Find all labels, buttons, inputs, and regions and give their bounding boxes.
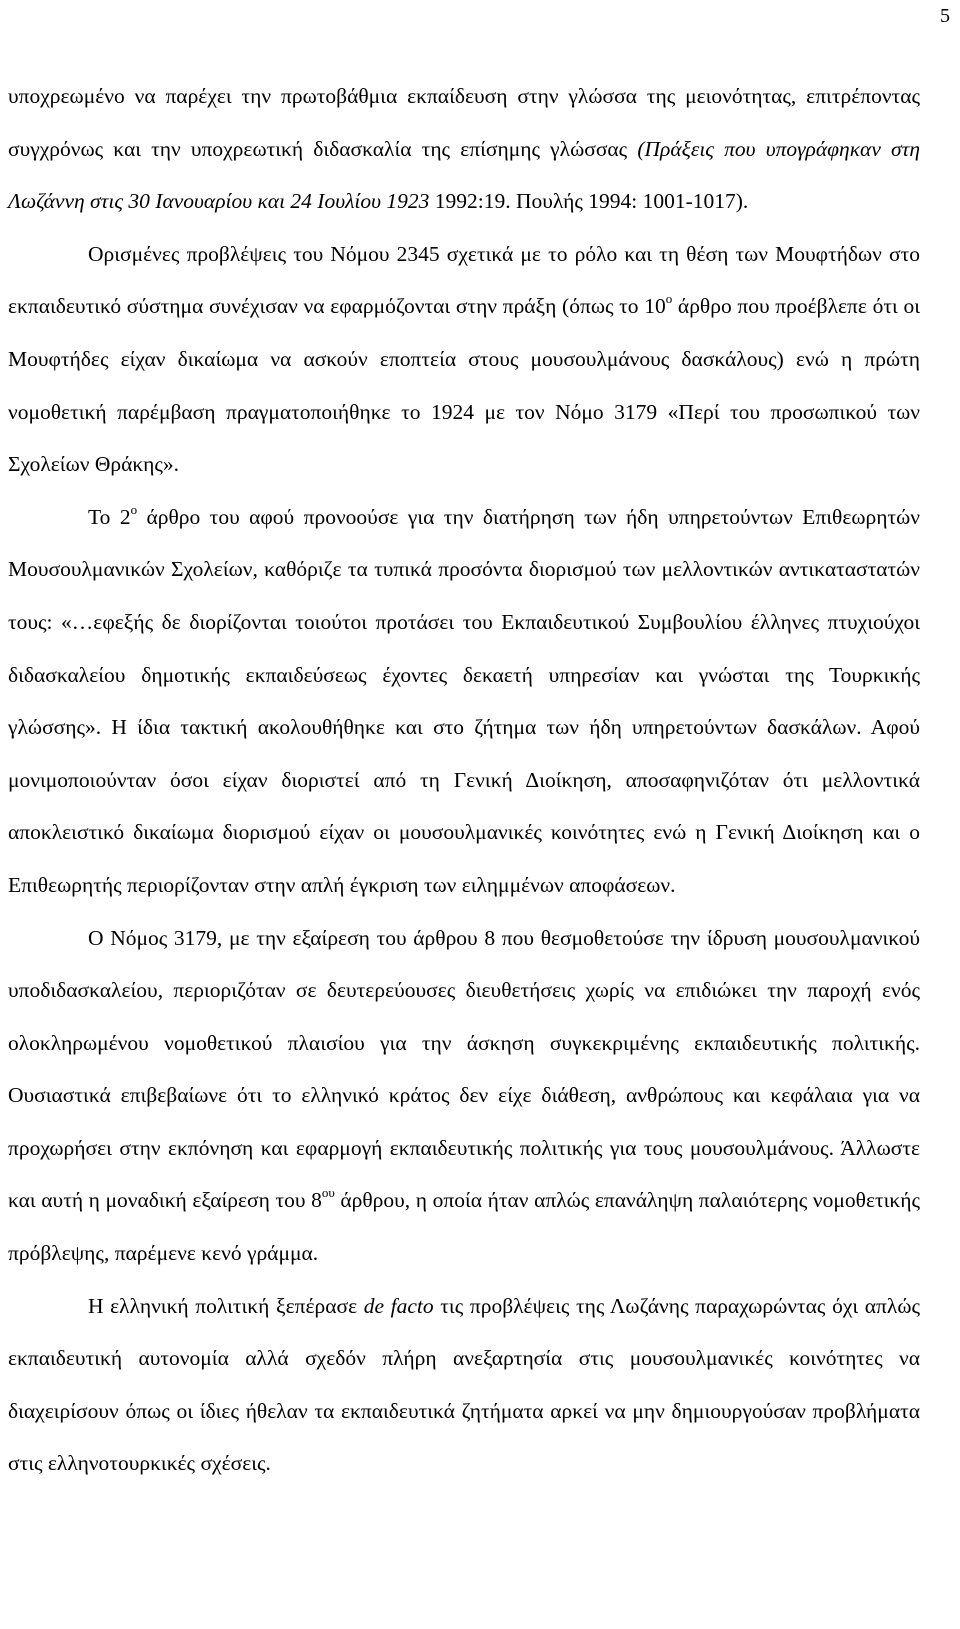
paragraph-article-two [8,491,920,912]
paragraph-text: τις προβλέψεις της Λωζάνης παραχωρώντας όχι απλώς εκπαιδευτική αυτονομία αλλά σχεδόν πλήρη ανεξαρτησία στις μουσουλμανικές κοινότητες να διαχειρίσουν όπως οι ίδιες ήθελαν τα εκπαιδευτικά ζητήματα αρκεί να μην δημιουργούσαν προβλήματα στις ελληνοτουρκικές σχέσεις. [8,1293,920,1476]
ordinal-superscript: ο [130,501,138,517]
ordinal-superscript: ου [321,1185,335,1201]
paragraph-text: Ορισμένες προβλέψεις του Νόμου 2345 σχετικά με το ρόλο και τη θέση των Μουφτήδων στο εκπαιδευτικό σύστημα συνέχισαν να εφαρμόζονται στην πράξη (όπως το 10 [8,241,920,319]
document-body [8,70,920,1490]
paragraph-law-3179 [8,912,920,1280]
citation-italic: (Πράξεις που υπογράφηκαν στη Λωζάννη στις 30 Ιανουαρίου και 24 Ιουλίου 1923 [8,136,920,214]
paragraph-continued [8,70,920,228]
paragraph-text: άρθρου, η οποία ήταν απλώς επανάληψη παλαιότερης νομοθετικής πρόβλεψης, παρέμενε κενό γράμμα. [8,1188,920,1266]
page-number: 5 [940,5,950,27]
ordinal-superscript: ο [665,291,673,307]
paragraph-greek-policy [8,1280,920,1490]
paragraph-mufti-provisions [8,228,920,491]
paragraph-text: άρθρο του αφού προνοούσε για την διατήρηση των ήδη υπηρετούντων Επιθεωρητών Μουσουλμανικών Σχολείων, καθόριζε τα τυπικά προσόντα διορισμού των μελλοντικών αντικαταστατών τους: «…εφεξής δε διορίζονται τοιούτοι προτάσει του Εκπαιδευτικού Συμβουλίου έλληνες πτυχιούχοι διδασκαλείου δημοτικής εκπαιδεύσεως έχοντες δεκαετή υπηρεσίαν και γνώσται της Τουρκικής γλώσσης». Η ίδια τακτική ακολουθήθηκε και στο ζήτημα των ήδη υπηρετούντων δασκάλων. Αφού μονιμοποιούνταν όσοι είχαν διοριστεί από τη Γενική Διοίκηση, αποσαφηνιζόταν ότι μελλοντικά αποκλειστικό δικαίωμα διορισμού είχαν οι μουσουλμανικές κοινότητες ενώ η Γενική Διοίκηση και ο Επιθεωρητής περιορίζονταν στην απλή έγκριση των ειλημμένων αποφάσεων. [8,504,920,897]
paragraph-text: Το 2 [88,504,131,529]
paragraph-text: άρθρο που προέβλεπε ότι οι Μουφτήδες είχαν δικαίωμα να ασκούν εποπτεία στους μουσουλμάνους δασκάλους) ενώ η πρώτη νομοθετική παρέμβαση πραγματοποιήθηκε το 1924 με τον Νόμο 3179 «Περί του προσωπικού των Σχολείων Θράκης». [8,294,921,477]
italic-term: de facto [363,1293,434,1318]
paragraph-text: Η ελληνική πολιτική ξεπέρασε [88,1293,364,1318]
paragraph-text: υποχρεωμένο να παρέχει την πρωτοβάθμια εκπαίδευση στην γλώσσα της μειονότητας, επιτρέποντας συγχρόνως και την υποχρεωτική διδασκαλία της επίσημης γλώσσας [8,84,920,161]
paragraph-text: Ο Νόμος 3179, με την εξαίρεση του άρθρου 8 που θεσμοθετούσε την ίδρυση μουσουλμανικού υποδιδασκαλείου, περιοριζόταν σε δευτερεύουσες διευθετήσεις χωρίς να επιδιώκει την παροχή ενός ολοκληρωμένου νομοθετικού πλαισίου για την άσκηση συγκεκριμένης εκπαιδευτικής πολιτικής. Ουσιαστικά επιβεβαίωνε ότι το ελληνικό κράτος δεν είχε διάθεση, ανθρώπους και κεφάλαια για να προχωρήσει στην εκπόνηση και εφαρμογή εκπαιδευτικής πολιτικής για τους μουσουλμάνους. Άλλωστε και αυτή η μοναδική εξαίρεση του 8 [8,925,920,1213]
paragraph-text: 1992:19. Πουλής 1994: 1001-1017). [429,189,749,214]
